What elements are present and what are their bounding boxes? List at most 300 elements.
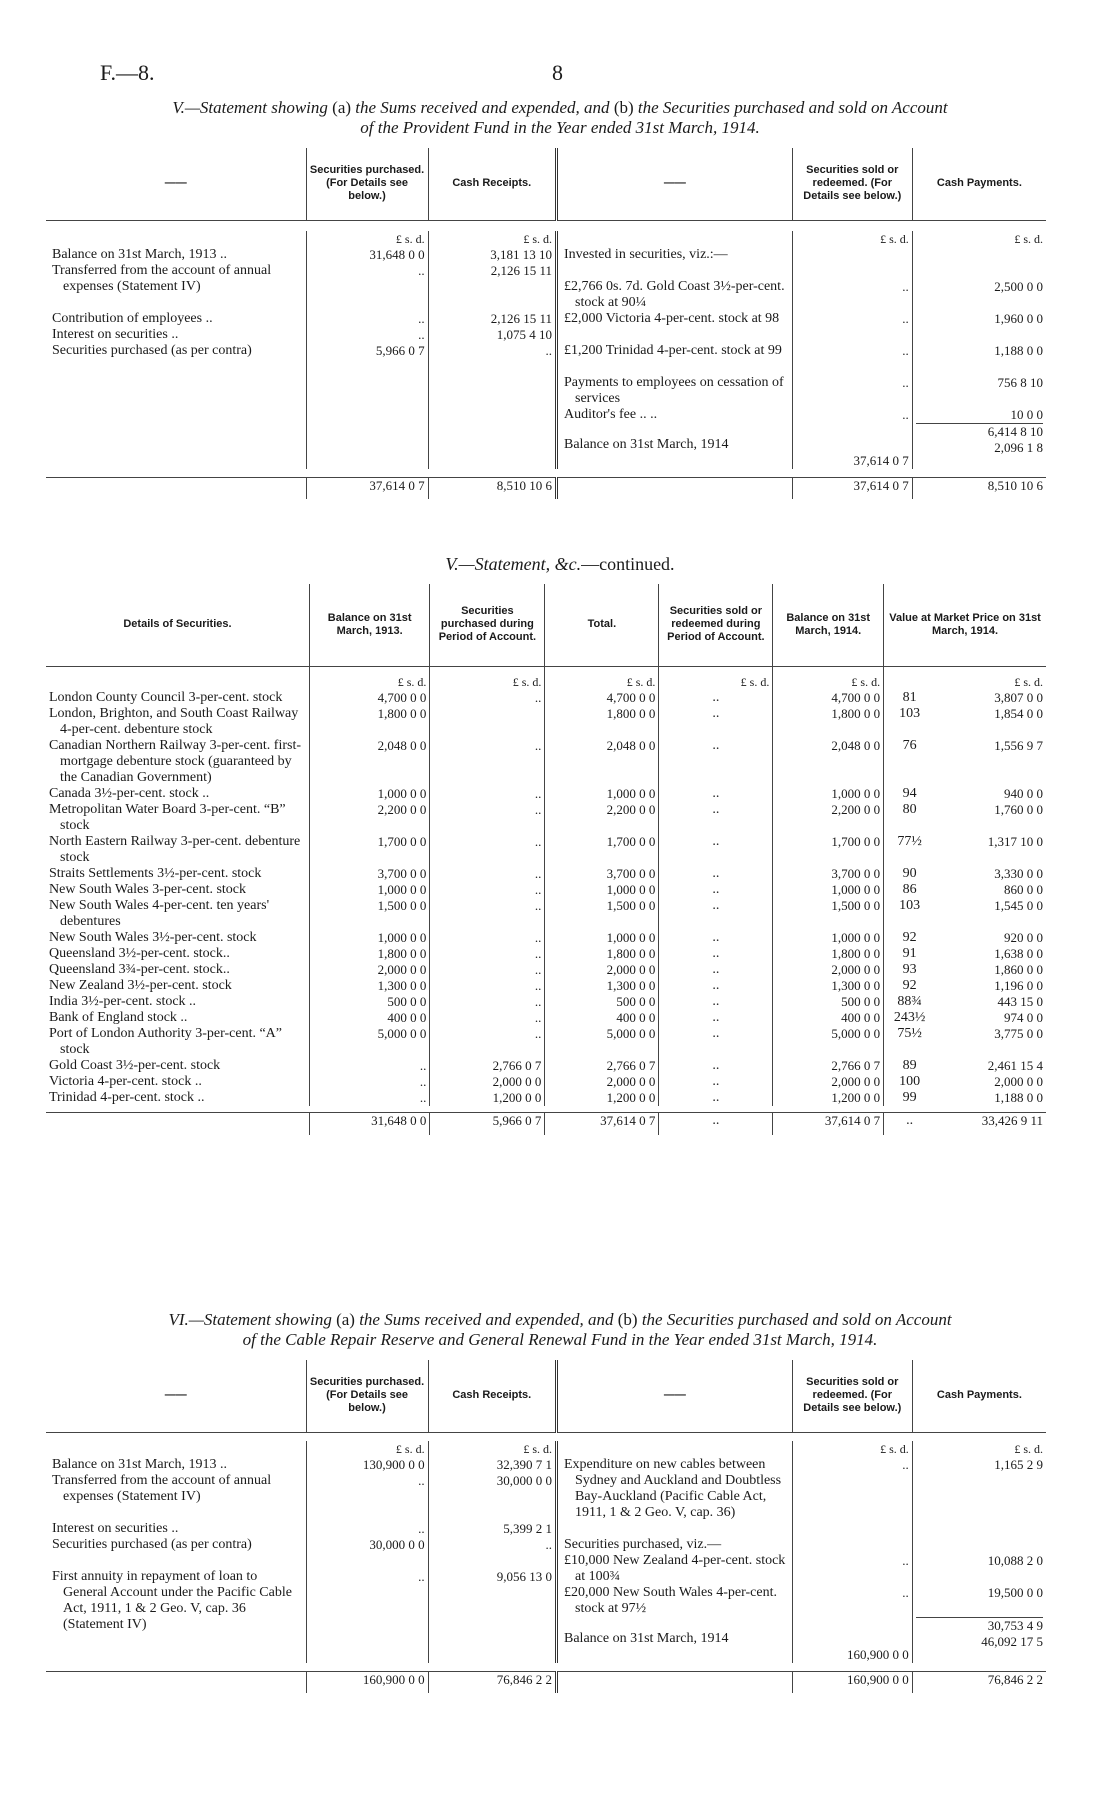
purchased-value: .. bbox=[430, 962, 545, 978]
security-name: Bank of England stock .. bbox=[49, 1010, 188, 1025]
balance-1914-value: 1,500 0 0 bbox=[773, 898, 884, 930]
col-market-value: Value at Market Price on 31st March, 1914. bbox=[884, 584, 1046, 666]
total-value: 1,800 0 0 bbox=[545, 946, 659, 962]
market-value: 860 0 0 bbox=[1004, 882, 1043, 897]
security-name: Canadian Northern Railway 3-per-cent. first-mortgage debenture stock (guaranteed by the Canadian Government) bbox=[49, 738, 302, 785]
receipt-cash-value: 30,000 0 0 bbox=[496, 1472, 552, 1488]
statement-vi-title bbox=[40, 1310, 1080, 1350]
total-value: 1,300 0 0 bbox=[545, 978, 659, 994]
balance-1913-value: 2,048 0 0 bbox=[309, 738, 429, 786]
sold-value: .. bbox=[659, 994, 773, 1010]
payment-cash-value: 10 0 0 bbox=[1010, 406, 1043, 422]
total-balance-1913: 31,648 0 0 bbox=[309, 1113, 429, 1135]
unit-label: £ s. d. bbox=[659, 666, 773, 690]
market-value: 3,775 0 0 bbox=[994, 1026, 1043, 1041]
col-cash-receipts: Cash Receipts. bbox=[428, 148, 556, 220]
title-part: VI.—Statement showing bbox=[168, 1310, 332, 1329]
payment-label: Invested in securities, viz.:— bbox=[564, 246, 728, 262]
receipt-label: Contribution of employees .. bbox=[52, 310, 213, 326]
market-price: 86 bbox=[884, 882, 936, 898]
total-value: 500 0 0 bbox=[545, 994, 659, 1010]
receipt-cash-value: .. bbox=[545, 1536, 552, 1552]
payment-sold-value bbox=[796, 247, 909, 279]
payment-cash-value: 756 8 10 bbox=[997, 374, 1043, 390]
page-ref: F.—8. bbox=[100, 60, 155, 85]
balance-1913-value: .. bbox=[309, 1058, 429, 1074]
payment-sold-value: .. bbox=[902, 1584, 909, 1600]
balance-1913-value: 500 0 0 bbox=[309, 994, 429, 1010]
payment-sold-value: .. bbox=[902, 342, 909, 358]
balance-1914-value: 2,766 0 7 bbox=[773, 1058, 884, 1074]
payment-label: £10,000 New Zealand 4-per-cent. stock at 100¾ bbox=[564, 1552, 786, 1584]
table-row bbox=[46, 1026, 1046, 1058]
balance-1914-value: 1,800 0 0 bbox=[773, 946, 884, 962]
market-price: 94 bbox=[884, 786, 936, 802]
total-securities: 37,614 0 7 bbox=[306, 477, 428, 499]
balance-1914-value: 1,700 0 0 bbox=[773, 834, 884, 866]
purchased-value: .. bbox=[430, 978, 545, 994]
receipt-label: First annuity in repayment of loan to General Account under the Pacific Cable Act, 1911, 1 & 2 Geo. V, cap. 36 (Statement IV) bbox=[52, 1568, 292, 1632]
security-name: Queensland 3¾-per-cent. stock.. bbox=[49, 962, 230, 977]
payment-label: Securities purchased, viz.— bbox=[564, 1536, 722, 1552]
security-name: Port of London Authority 3-per-cent. “A” stock bbox=[49, 1026, 282, 1057]
table-row bbox=[46, 978, 1046, 994]
balance-1914-value: 400 0 0 bbox=[773, 1010, 884, 1026]
col-total: Total. bbox=[545, 584, 659, 666]
receipt-cash-value: 9,056 13 0 bbox=[496, 1568, 552, 1584]
balance-1913-value: 2,200 0 0 bbox=[309, 802, 429, 834]
receipt-securities-value: 5,966 0 7 bbox=[375, 342, 425, 358]
security-name: India 3½-per-cent. stock .. bbox=[49, 994, 197, 1009]
market-price: 92 bbox=[884, 978, 936, 994]
market-price: 103 bbox=[884, 898, 936, 930]
total-securities: 160,900 0 0 bbox=[306, 1671, 428, 1693]
receipt-label: Transferred from the account of annual expenses (Statement IV) bbox=[52, 1472, 272, 1504]
sold-value: .. bbox=[659, 978, 773, 994]
table-row bbox=[46, 898, 1046, 930]
balance-1913-value: .. bbox=[309, 1090, 429, 1106]
col-securities-sold: Securities sold or redeemed. (For Details see below.) bbox=[792, 148, 912, 220]
purchased-value: 2,000 0 0 bbox=[430, 1074, 545, 1090]
title-part: of the Cable Repair Reserve and General Renewal Fund in the Year ended 31st March, 1914. bbox=[242, 1330, 878, 1349]
total-securities-sold: 160,900 0 0 bbox=[792, 1671, 912, 1693]
total-value: 2,048 0 0 bbox=[545, 738, 659, 786]
unit-label: £ s. d. bbox=[545, 666, 659, 690]
payment-sold-value: .. bbox=[902, 1552, 909, 1568]
table-row bbox=[46, 1090, 1046, 1106]
purchased-value: .. bbox=[430, 882, 545, 898]
sold-value: .. bbox=[659, 834, 773, 866]
title-part: —continued. bbox=[581, 554, 675, 574]
security-name: New South Wales 3½-per-cent. stock bbox=[49, 930, 257, 945]
market-value: 1,188 0 0 bbox=[994, 1090, 1043, 1105]
receipt-label: Securities purchased (as per contra) bbox=[52, 342, 252, 358]
payment-cash-value: 1,188 0 0 bbox=[994, 342, 1043, 358]
payment-label: £20,000 New South Wales 4-per-cent. stock at 97½ bbox=[564, 1584, 777, 1616]
table-row bbox=[46, 1058, 1046, 1074]
balance-1914-value: 500 0 0 bbox=[773, 994, 884, 1010]
payment-label: £2,000 Victoria 4-per-cent. stock at 98 bbox=[564, 310, 780, 326]
balance-1914-value: 4,700 0 0 bbox=[773, 690, 884, 706]
total-value: 1,000 0 0 bbox=[545, 882, 659, 898]
total-balance-1914: 37,614 0 7 bbox=[773, 1113, 884, 1135]
subtotal-cash: 30,753 4 9 bbox=[916, 1617, 1043, 1634]
balance-1913-value: 1,000 0 0 bbox=[309, 786, 429, 802]
purchased-value: .. bbox=[430, 738, 545, 786]
unit-label: £ s. d. bbox=[430, 666, 545, 690]
payment-sold-value: .. bbox=[902, 278, 909, 294]
market-value: 1,760 0 0 bbox=[994, 802, 1043, 817]
total-value: 400 0 0 bbox=[545, 1010, 659, 1026]
market-value: 940 0 0 bbox=[1004, 786, 1043, 801]
market-price: 89 bbox=[884, 1058, 936, 1074]
purchased-value: .. bbox=[430, 898, 545, 930]
balance-label: Balance on 31st March, 1914 bbox=[564, 436, 729, 452]
purchased-value bbox=[430, 706, 545, 738]
security-name: London County Council 3-per-cent. stock bbox=[49, 690, 283, 705]
payment-cash-value: 1,165 2 9 bbox=[994, 1456, 1043, 1472]
balance-1913-value: 1,800 0 0 bbox=[309, 946, 429, 962]
title-part: of the Provident Fund in the Year ended 31st March, 1914. bbox=[360, 118, 760, 137]
balance-1914-value: 2,048 0 0 bbox=[773, 738, 884, 786]
market-value: 443 15 0 bbox=[997, 994, 1043, 1009]
market-price: 92 bbox=[884, 930, 936, 946]
market-value: 1,556 9 7 bbox=[994, 738, 1043, 753]
title-part: (a) bbox=[332, 98, 352, 117]
sold-value: .. bbox=[659, 1074, 773, 1090]
page-number: 8 bbox=[552, 60, 563, 85]
table-row bbox=[46, 882, 1046, 898]
total-sold: .. bbox=[659, 1113, 773, 1135]
security-name: New South Wales 3-per-cent. stock bbox=[49, 882, 247, 897]
col-blank: —— bbox=[557, 148, 793, 220]
total-value: 2,000 0 0 bbox=[545, 962, 659, 978]
market-price: 90 bbox=[884, 866, 936, 882]
title-part: the Securities purchased and sold on Account bbox=[637, 98, 948, 117]
unit-label: £ s. d. bbox=[523, 1441, 552, 1456]
sold-value: .. bbox=[659, 930, 773, 946]
col-blank: —— bbox=[164, 1389, 187, 1402]
total-value: 1,000 0 0 bbox=[545, 786, 659, 802]
balance-1914-value: 1,000 0 0 bbox=[773, 930, 884, 946]
balance-1913-value: 1,500 0 0 bbox=[309, 898, 429, 930]
purchased-value: .. bbox=[430, 930, 545, 946]
unit-label: £ s. d. bbox=[309, 666, 429, 690]
market-price: 81 bbox=[884, 690, 936, 706]
market-value: 3,330 0 0 bbox=[994, 866, 1043, 881]
market-value: 1,638 0 0 bbox=[994, 946, 1043, 961]
title-part: (b) bbox=[613, 98, 634, 117]
total-cash-payments: 8,510 10 6 bbox=[912, 477, 1046, 499]
title-part: the Sums received and expended, and bbox=[355, 98, 610, 117]
sold-value: .. bbox=[659, 738, 773, 786]
col-securities-purchased: Securities purchased. (For Details see below.) bbox=[306, 148, 428, 220]
security-name: Gold Coast 3½-per-cent. stock bbox=[49, 1058, 221, 1073]
col-balance-1914: Balance on 31st March, 1914. bbox=[773, 584, 884, 666]
payment-cash-value bbox=[916, 1537, 1043, 1553]
balance-label: Balance on 31st March, 1914 bbox=[564, 1630, 729, 1646]
payment-cash-value: 1,960 0 0 bbox=[994, 310, 1043, 326]
total-purchased: 5,966 0 7 bbox=[430, 1113, 545, 1135]
market-value: 2,000 0 0 bbox=[994, 1074, 1043, 1089]
market-value: 1,196 0 0 bbox=[994, 978, 1043, 993]
balance-1914-value: 5,000 0 0 bbox=[773, 1026, 884, 1058]
col-sold: Securities sold or redeemed during Period of Account. bbox=[659, 584, 773, 666]
sold-value: .. bbox=[659, 690, 773, 706]
sold-value: .. bbox=[659, 1090, 773, 1106]
balance-1914-value: 2,000 0 0 bbox=[773, 1074, 884, 1090]
payment-label: £1,200 Trinidad 4-per-cent. stock at 99 bbox=[564, 342, 782, 358]
total-value: 1,700 0 0 bbox=[545, 834, 659, 866]
title-part: the Securities purchased and sold on Account bbox=[641, 1310, 952, 1329]
balance-1914-value: 1,000 0 0 bbox=[773, 882, 884, 898]
col-cash-payments: Cash Payments. bbox=[912, 148, 1046, 220]
col-blank: —— bbox=[557, 1360, 793, 1432]
purchased-value: 2,766 0 7 bbox=[430, 1058, 545, 1074]
receipt-cash-value: 1,075 4 10 bbox=[496, 326, 552, 342]
receipt-label: Balance on 31st March, 1913 .. bbox=[52, 246, 227, 262]
market-price: 75½ bbox=[884, 1026, 936, 1058]
receipt-cash-value: 5,399 2 1 bbox=[503, 1520, 552, 1536]
balance-cash: 46,092 17 5 bbox=[981, 1633, 1043, 1649]
balance-1913-value: 5,000 0 0 bbox=[309, 1026, 429, 1058]
sold-value: .. bbox=[659, 866, 773, 882]
receipt-cash-value: .. bbox=[545, 342, 552, 358]
security-name: North Eastern Railway 3-per-cent. debenture stock bbox=[49, 834, 301, 865]
market-price: 99 bbox=[884, 1090, 936, 1106]
table-row bbox=[46, 786, 1046, 802]
unit-label: £ s. d. bbox=[1014, 1441, 1043, 1456]
total-market-value: 33,426 9 11 bbox=[981, 1113, 1043, 1128]
table-row bbox=[46, 690, 1046, 706]
market-value: 1,317 10 0 bbox=[987, 834, 1043, 849]
col-balance-1913: Balance on 31st March, 1913. bbox=[309, 584, 429, 666]
total-value: 1,500 0 0 bbox=[545, 898, 659, 930]
col-details: Details of Securities. bbox=[123, 618, 232, 631]
unit-label: £ s. d. bbox=[880, 1441, 909, 1456]
purchased-value: .. bbox=[430, 786, 545, 802]
market-price: 93 bbox=[884, 962, 936, 978]
market-value: 1,854 0 0 bbox=[994, 706, 1043, 721]
sold-value: .. bbox=[659, 1058, 773, 1074]
table-row bbox=[46, 866, 1046, 882]
total-value: 5,000 0 0 bbox=[545, 1026, 659, 1058]
sold-value: .. bbox=[659, 882, 773, 898]
security-name: London, Brighton, and South Coast Railway 4-per-cent. debenture stock bbox=[49, 706, 299, 737]
col-purchased: Securities purchased during Period of Account. bbox=[430, 584, 545, 666]
payment-cash-value: 2,500 0 0 bbox=[994, 278, 1043, 294]
purchased-value: .. bbox=[430, 1026, 545, 1058]
receipt-cash-value: 3,181 13 10 bbox=[490, 246, 552, 262]
market-value: 1,860 0 0 bbox=[994, 962, 1043, 977]
statement-v-continued-title bbox=[40, 554, 1080, 575]
balance-1914-value: 2,000 0 0 bbox=[773, 962, 884, 978]
receipt-securities-value: 30,000 0 0 bbox=[369, 1536, 425, 1552]
receipt-cash-value: 2,126 15 11 bbox=[490, 310, 552, 326]
sold-value: .. bbox=[659, 898, 773, 930]
receipt-cash-value: 2,126 15 11 bbox=[490, 262, 552, 278]
payment-label: Auditor's fee .. .. bbox=[564, 406, 658, 422]
title-part: (b) bbox=[617, 1310, 638, 1329]
total-value: 2,766 0 7 bbox=[545, 1058, 659, 1074]
table-row bbox=[46, 738, 1046, 786]
receipt-securities-value: 31,648 0 0 bbox=[369, 246, 425, 262]
total-cash-receipts: 8,510 10 6 bbox=[428, 477, 556, 499]
payment-sold-value: .. bbox=[902, 374, 909, 390]
balance-1913-value: 400 0 0 bbox=[309, 1010, 429, 1026]
security-name: New Zealand 3½-per-cent. stock bbox=[49, 978, 232, 993]
receipt-label: Interest on securities .. bbox=[52, 1520, 179, 1536]
total-value: 2,200 0 0 bbox=[545, 802, 659, 834]
table-row bbox=[46, 1074, 1046, 1090]
balance-sold: 160,900 0 0 bbox=[847, 1646, 909, 1662]
unit-label: £ s. d. bbox=[1014, 675, 1043, 689]
balance-1913-value: .. bbox=[309, 1074, 429, 1090]
details-of-securities-table bbox=[46, 584, 1046, 1135]
table-row bbox=[46, 1010, 1046, 1026]
title-part: V.—Statement showing bbox=[172, 98, 328, 117]
unit-label: £ s. d. bbox=[1014, 231, 1043, 246]
payment-sold-value: .. bbox=[902, 406, 909, 422]
market-price: 91 bbox=[884, 946, 936, 962]
receipt-securities-value: .. bbox=[418, 262, 425, 278]
balance-1913-value: 2,000 0 0 bbox=[309, 962, 429, 978]
balance-1913-value: 4,700 0 0 bbox=[309, 690, 429, 706]
payment-cash-value: 10,088 2 0 bbox=[987, 1552, 1043, 1568]
total-cash-receipts: 76,846 2 2 bbox=[428, 1671, 556, 1693]
total-value: 3,700 0 0 bbox=[545, 866, 659, 882]
total-value: 1,800 0 0 bbox=[545, 706, 659, 738]
balance-1913-value: 1,000 0 0 bbox=[309, 882, 429, 898]
statement-vi-account bbox=[46, 1360, 1046, 1693]
col-cash-payments: Cash Payments. bbox=[912, 1360, 1046, 1432]
purchased-value: .. bbox=[430, 994, 545, 1010]
sold-value: .. bbox=[659, 946, 773, 962]
payment-cash-value: 19,500 0 0 bbox=[987, 1584, 1043, 1600]
total-value: 4,700 0 0 bbox=[545, 690, 659, 706]
payment-label: Expenditure on new cables between Sydney and Auckland and Doubtless Bay-Auckland (Pacific Cable Act, 1911, 1 & 2 Geo. V, cap. 36) bbox=[564, 1456, 782, 1520]
col-securities-sold: Securities sold or redeemed. (For Details see below.) bbox=[792, 1360, 912, 1432]
market-price: 76 bbox=[884, 738, 936, 786]
purchased-value: .. bbox=[430, 1010, 545, 1026]
security-name: Trinidad 4-per-cent. stock .. bbox=[49, 1090, 205, 1105]
statement-v-title bbox=[40, 98, 1080, 138]
sold-value: .. bbox=[659, 786, 773, 802]
balance-1913-value: 1,700 0 0 bbox=[309, 834, 429, 866]
receipt-securities-value: .. bbox=[418, 1520, 425, 1536]
payment-sold-value: .. bbox=[902, 1456, 909, 1472]
receipt-securities-value: .. bbox=[418, 1568, 425, 1584]
table-row bbox=[46, 834, 1046, 866]
balance-1913-value: 3,700 0 0 bbox=[309, 866, 429, 882]
table-row bbox=[46, 994, 1046, 1010]
total-value: 1,200 0 0 bbox=[545, 1090, 659, 1106]
balance-1914-value: 1,000 0 0 bbox=[773, 786, 884, 802]
table-row bbox=[46, 706, 1046, 738]
table-row bbox=[46, 930, 1046, 946]
balance-1914-value: 1,300 0 0 bbox=[773, 978, 884, 994]
security-name: Straits Settlements 3½-per-cent. stock bbox=[49, 866, 262, 881]
subtotal-cash: 6,414 8 10 bbox=[916, 423, 1043, 440]
market-price: 77½ bbox=[884, 834, 936, 866]
market-value: 974 0 0 bbox=[1004, 1010, 1043, 1025]
payment-sold-value: .. bbox=[902, 310, 909, 326]
receipt-label: Transferred from the account of annual expenses (Statement IV) bbox=[52, 262, 272, 294]
purchased-value: .. bbox=[430, 946, 545, 962]
sold-value: .. bbox=[659, 962, 773, 978]
market-value: 3,807 0 0 bbox=[994, 690, 1043, 705]
unit-label: £ s. d. bbox=[880, 231, 909, 246]
balance-1913-value: 1,300 0 0 bbox=[309, 978, 429, 994]
market-value: 2,461 15 4 bbox=[987, 1058, 1043, 1073]
security-name: New South Wales 4-per-cent. ten years' debentures bbox=[49, 898, 270, 929]
col-securities-purchased: Securities purchased. (For Details see below.) bbox=[306, 1360, 428, 1432]
balance-sold: 37,614 0 7 bbox=[853, 452, 909, 468]
purchased-value: .. bbox=[430, 834, 545, 866]
unit-label: £ s. d. bbox=[773, 666, 884, 690]
sold-value: .. bbox=[659, 1026, 773, 1058]
title-part: the Sums received and expended, and bbox=[359, 1310, 614, 1329]
receipt-securities-value: .. bbox=[418, 1472, 425, 1488]
receipt-label: Interest on securities .. bbox=[52, 326, 179, 342]
security-name: Metropolitan Water Board 3-per-cent. “B” stock bbox=[49, 802, 286, 833]
receipt-cash-value: 32,390 7 1 bbox=[496, 1456, 552, 1472]
total-value: 2,000 0 0 bbox=[545, 1074, 659, 1090]
unit-label: £ s. d. bbox=[395, 1441, 425, 1456]
market-price: 100 bbox=[884, 1074, 936, 1090]
security-name: Canada 3½-per-cent. stock .. bbox=[49, 786, 210, 801]
payment-label: £2,766 0s. 7d. Gold Coast 3½-per-cent. stock at 90¼ bbox=[564, 278, 785, 310]
balance-1913-value: 1,000 0 0 bbox=[309, 930, 429, 946]
market-price: 243½ bbox=[884, 1010, 936, 1026]
balance-1913-value: 1,800 0 0 bbox=[309, 706, 429, 738]
balance-1914-value: 2,200 0 0 bbox=[773, 802, 884, 834]
sold-value: .. bbox=[659, 706, 773, 738]
receipt-label: Securities purchased (as per contra) bbox=[52, 1536, 252, 1552]
payment-label: Payments to employees on cessation of services bbox=[564, 374, 784, 406]
statement-v-account bbox=[46, 148, 1046, 499]
title-part: (a) bbox=[336, 1310, 355, 1329]
receipt-label: Balance on 31st March, 1913 .. bbox=[52, 1456, 227, 1472]
table-row bbox=[46, 802, 1046, 834]
total-cash-payments: 76,846 2 2 bbox=[912, 1671, 1046, 1693]
table-row bbox=[46, 962, 1046, 978]
market-value: 1,545 0 0 bbox=[994, 898, 1043, 913]
market-value: 920 0 0 bbox=[1004, 930, 1043, 945]
table-row bbox=[46, 946, 1046, 962]
receipt-securities-value: .. bbox=[418, 310, 425, 326]
market-price: 103 bbox=[884, 706, 936, 738]
balance-1914-value: 3,700 0 0 bbox=[773, 866, 884, 882]
total-value: 1,000 0 0 bbox=[545, 930, 659, 946]
security-name: Queensland 3½-per-cent. stock.. bbox=[49, 946, 230, 961]
unit-label: £ s. d. bbox=[523, 231, 552, 246]
purchased-value: .. bbox=[430, 802, 545, 834]
sold-value: .. bbox=[659, 1010, 773, 1026]
total-securities-sold: 37,614 0 7 bbox=[792, 477, 912, 499]
receipt-securities-value: .. bbox=[418, 326, 425, 342]
payment-sold-value bbox=[796, 1537, 909, 1553]
sold-value: .. bbox=[659, 802, 773, 834]
total-price: .. bbox=[884, 1113, 936, 1135]
purchased-value: .. bbox=[430, 690, 545, 706]
total-total: 37,614 0 7 bbox=[545, 1113, 659, 1135]
market-price: 80 bbox=[884, 802, 936, 834]
security-name: Victoria 4-per-cent. stock .. bbox=[49, 1074, 202, 1089]
balance-1914-value: 1,800 0 0 bbox=[773, 706, 884, 738]
title-part: V.—Statement, &c. bbox=[445, 554, 582, 574]
receipt-securities-value: 130,900 0 0 bbox=[362, 1456, 425, 1472]
